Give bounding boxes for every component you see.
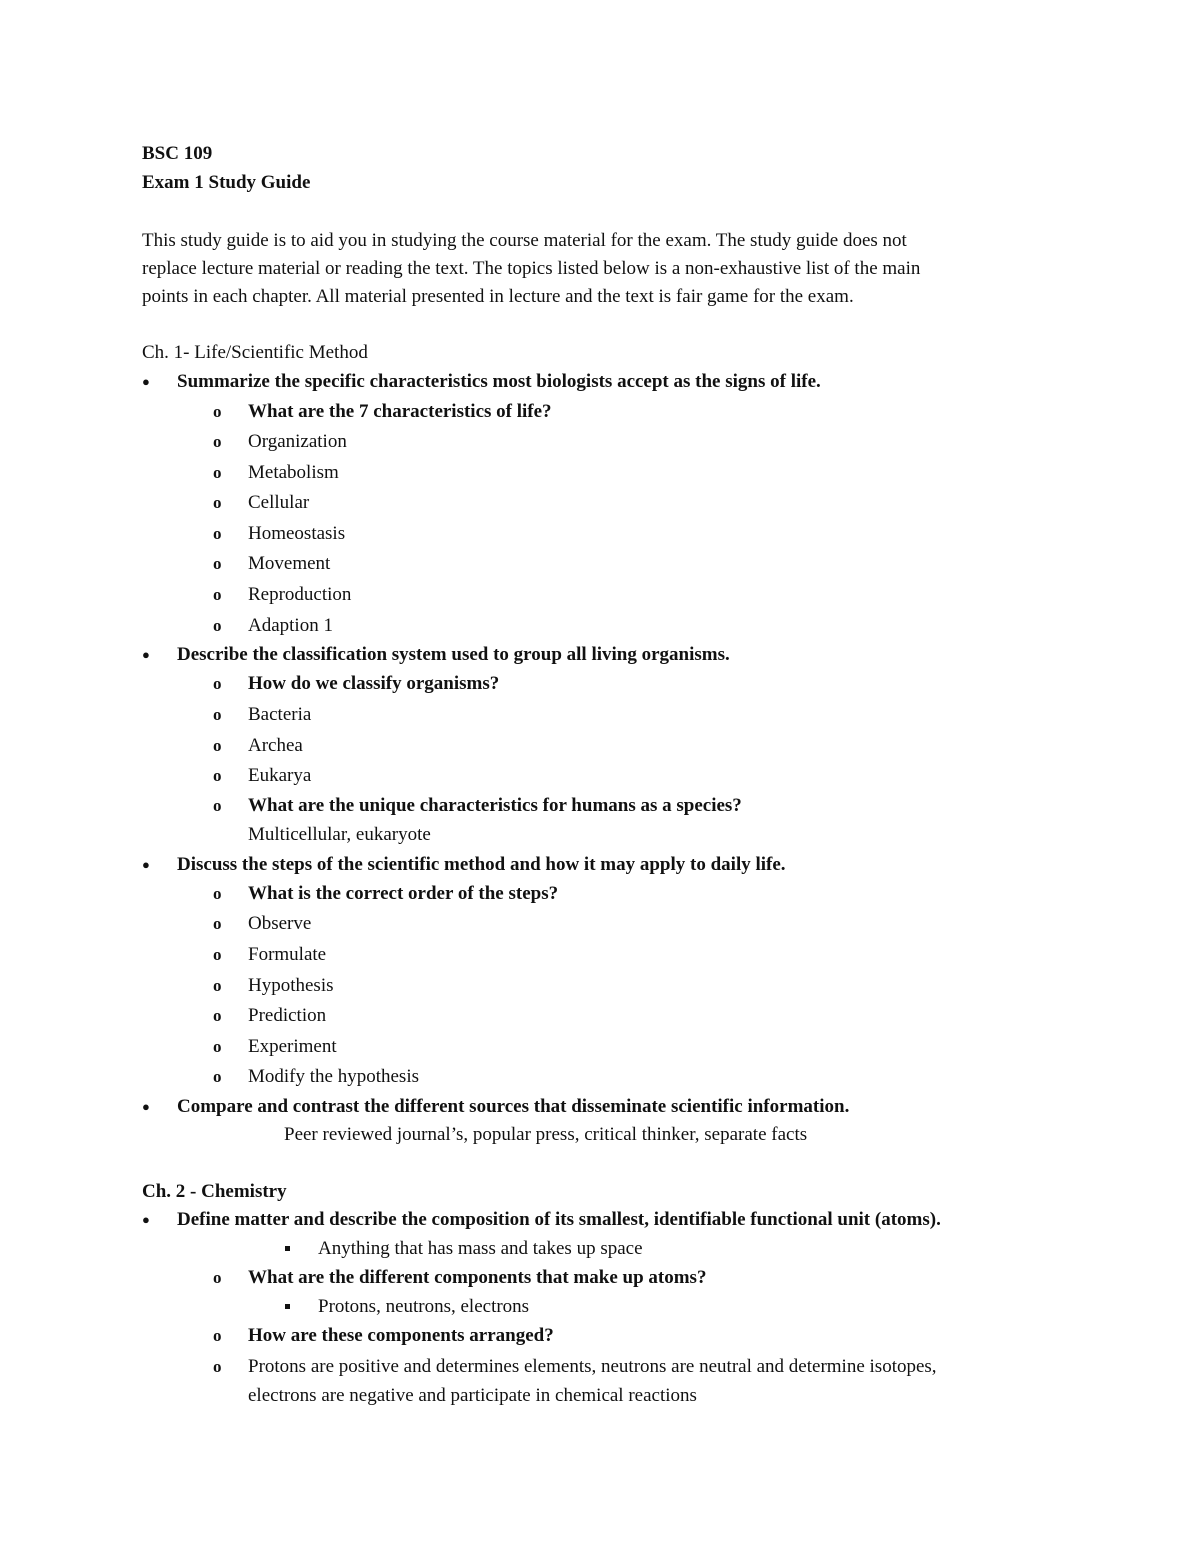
- bullet-icon: ●: [142, 374, 150, 389]
- square-bullet-icon: [285, 1304, 290, 1309]
- step-item: Formulate: [248, 944, 327, 965]
- square-bullet-icon: [285, 1246, 290, 1251]
- domain-item: Archea: [248, 735, 303, 756]
- sub-bullet-icon: o: [213, 1326, 222, 1345]
- chapter-1-heading: Ch. 1- Life/Scientific Method: [142, 342, 368, 363]
- step-item: Observe: [248, 913, 312, 934]
- domain-item: Bacteria: [248, 704, 312, 725]
- document-title: Exam 1 Study Guide: [142, 172, 311, 193]
- sub-bullet-icon: o: [213, 1067, 222, 1086]
- ch2-objective-1: Define matter and describe the composition of its smallest, identifiable functional unit (atoms).: [177, 1209, 941, 1230]
- sub-bullet-icon: o: [213, 616, 222, 635]
- trait-item: Cellular: [248, 492, 310, 513]
- sub-bullet-icon: o: [213, 945, 222, 964]
- bullet-icon: ●: [142, 1212, 150, 1227]
- course-code: BSC 109: [142, 143, 213, 164]
- ch1-answer-3: Multicellular, eukaryote: [248, 824, 431, 845]
- ch1-question-1: What are the 7 characteristics of life?: [248, 401, 552, 422]
- ch2-question-1: What are the different components that make up atoms?: [248, 1267, 707, 1288]
- ch1-objective-2: Describe the classification system used to group all living organisms.: [177, 644, 730, 665]
- sub-bullet-icon: o: [213, 705, 222, 724]
- intro-line-3: points in each chapter. All material presented in lecture and the text is fair game for the exam.: [142, 286, 854, 307]
- ch1-objective-4: Compare and contrast the different sources that disseminate scientific information.: [177, 1096, 850, 1117]
- trait-item: Adaption 1: [248, 615, 333, 636]
- ch1-answer-4: Peer reviewed journal’s, popular press, critical thinker, separate facts: [284, 1124, 808, 1145]
- intro-line-1: This study guide is to aid you in studying the course material for the exam. The study guide does not: [142, 230, 907, 251]
- trait-item: Organization: [248, 431, 347, 452]
- sub-bullet-icon: o: [213, 493, 222, 512]
- trait-item: Movement: [248, 553, 331, 574]
- ch1-question-2: How do we classify organisms?: [248, 673, 500, 694]
- sub-bullet-icon: o: [213, 585, 222, 604]
- chapter-2-heading: Ch. 2 - Chemistry: [142, 1181, 287, 1202]
- ch1-question-4: What is the correct order of the steps?: [248, 883, 559, 904]
- sub-bullet-icon: o: [213, 976, 222, 995]
- ch1-question-3: What are the unique characteristics for humans as a species?: [248, 795, 742, 816]
- ch2-answer-1: Anything that has mass and takes up space: [318, 1238, 643, 1259]
- sub-bullet-icon: o: [213, 1037, 222, 1056]
- domain-item: Eukarya: [248, 765, 312, 786]
- bullet-icon: ●: [142, 647, 150, 662]
- step-item: Hypothesis: [248, 975, 334, 996]
- sub-bullet-icon: o: [213, 914, 222, 933]
- intro-line-2: replace lecture material or reading the text. The topics listed below is a non-exhaustive list of the main: [142, 258, 921, 279]
- step-item: Modify the hypothesis: [248, 1066, 419, 1087]
- bullet-icon: ●: [142, 1099, 150, 1114]
- sub-bullet-icon: o: [213, 766, 222, 785]
- ch1-objective-1: Summarize the specific characteristics most biologists accept as the signs of life.: [177, 371, 821, 392]
- sub-bullet-icon: o: [213, 884, 222, 903]
- sub-bullet-icon: o: [213, 524, 222, 543]
- step-item: Experiment: [248, 1036, 337, 1057]
- trait-item: Reproduction: [248, 584, 352, 605]
- sub-bullet-icon: o: [213, 432, 222, 451]
- trait-item: Homeostasis: [248, 523, 346, 544]
- sub-bullet-icon: o: [213, 1357, 222, 1376]
- ch2-answer-3-line-2: electrons are negative and participate in chemical reactions: [248, 1385, 697, 1406]
- sub-bullet-icon: o: [213, 463, 222, 482]
- step-item: Prediction: [248, 1005, 327, 1026]
- trait-item: Metabolism: [248, 462, 339, 483]
- sub-bullet-icon: o: [213, 554, 222, 573]
- sub-bullet-icon: o: [213, 674, 222, 693]
- sub-bullet-icon: o: [213, 796, 222, 815]
- bullet-icon: ●: [142, 857, 150, 872]
- sub-bullet-icon: o: [213, 736, 222, 755]
- sub-bullet-icon: o: [213, 402, 222, 421]
- ch2-answer-2: Protons, neutrons, electrons: [318, 1296, 530, 1317]
- sub-bullet-icon: o: [213, 1006, 222, 1025]
- ch2-question-2: How are these components arranged?: [248, 1325, 554, 1346]
- ch2-answer-3-line-1: Protons are positive and determines elements, neutrons are neutral and determine isotopes,: [248, 1356, 937, 1377]
- ch1-objective-3: Discuss the steps of the scientific method and how it may apply to daily life.: [177, 854, 786, 875]
- sub-bullet-icon: o: [213, 1268, 222, 1287]
